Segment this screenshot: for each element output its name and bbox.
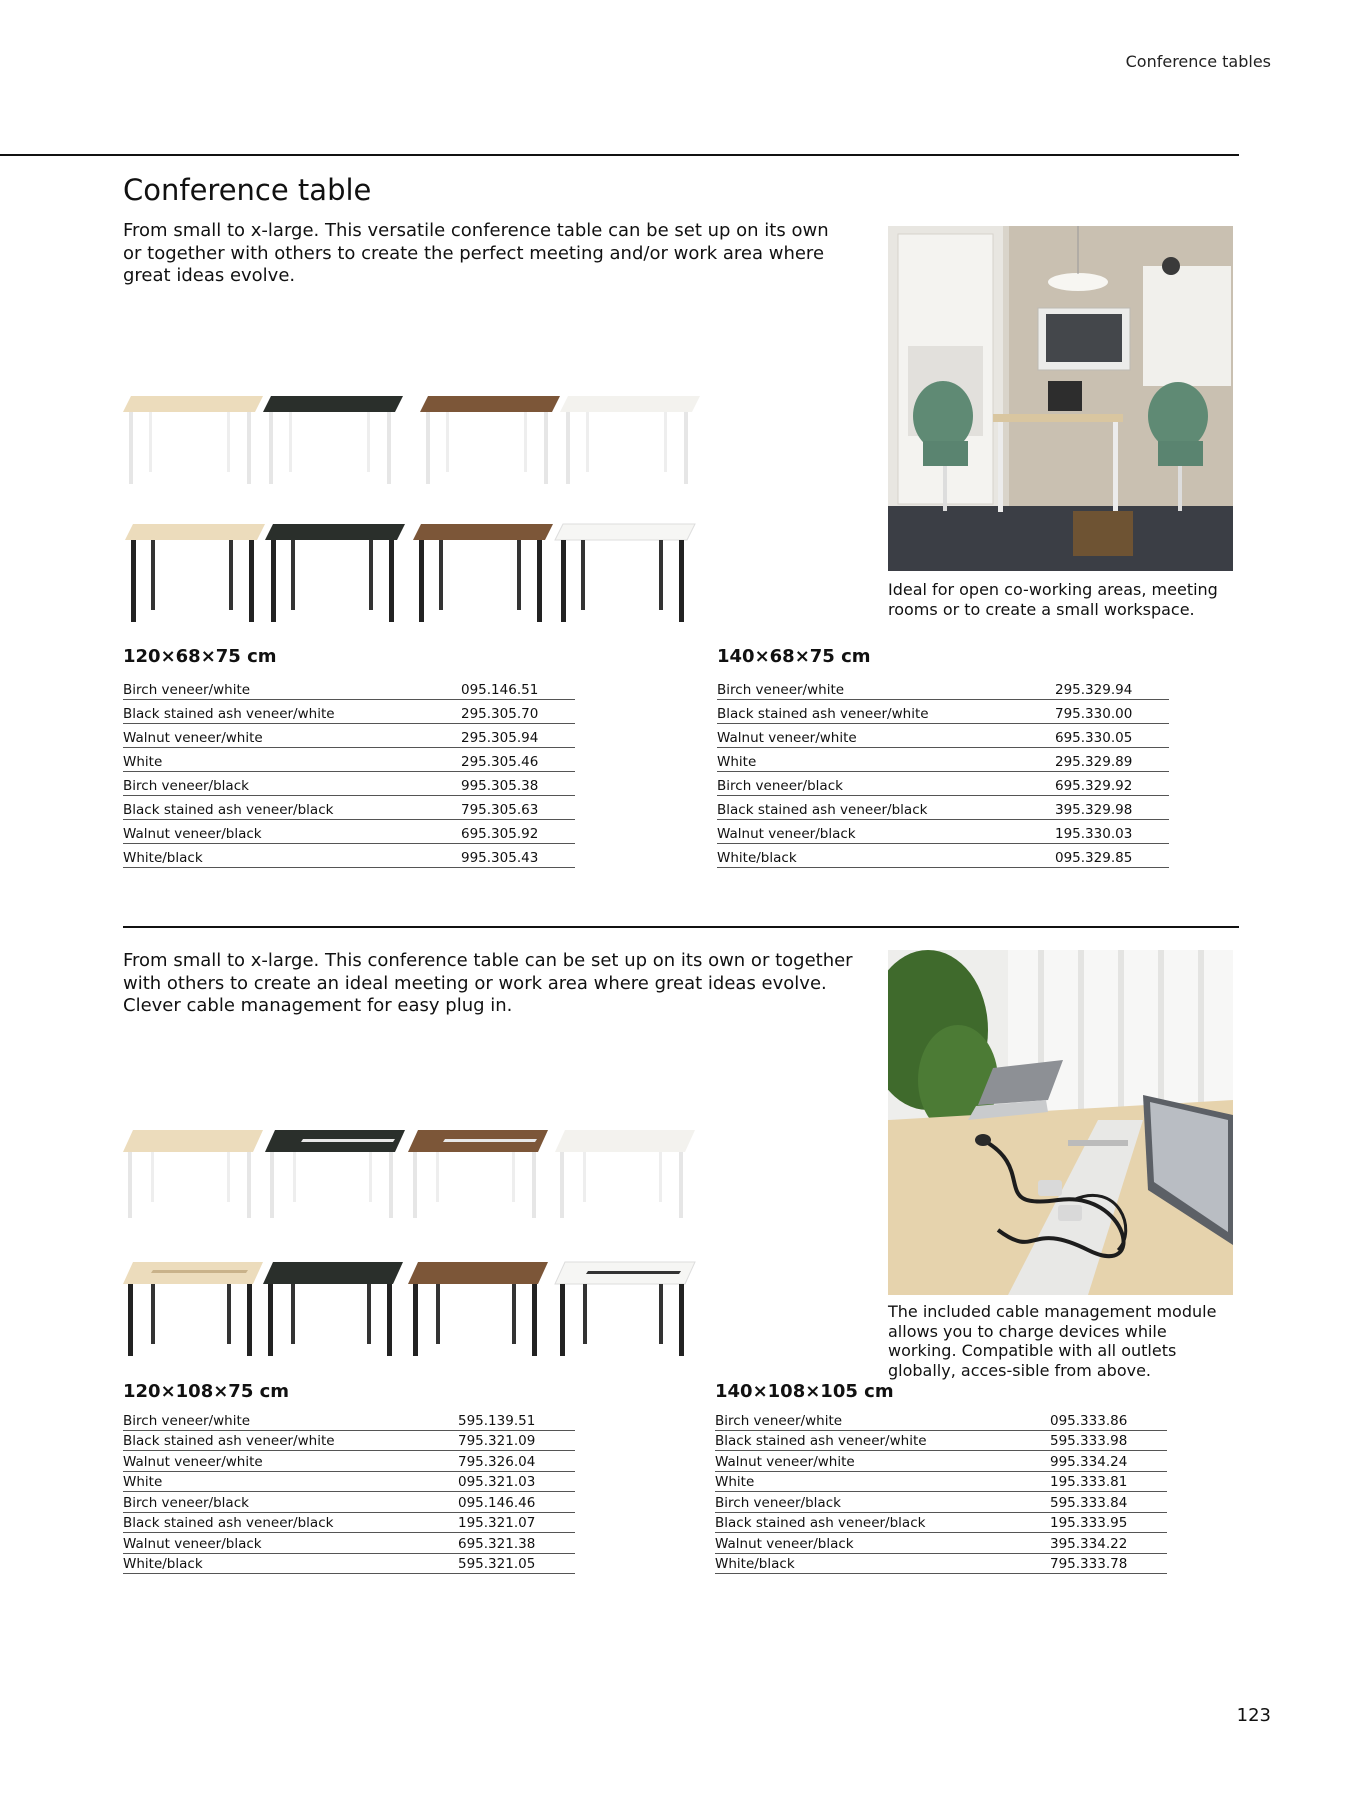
- table-row: [717, 820, 1169, 844]
- variant-name: Birch veneer/black: [123, 1492, 458, 1513]
- table-row: [715, 1471, 1167, 1492]
- section2-table-swatches: [123, 1122, 713, 1362]
- article-number: 095.146.51: [461, 676, 575, 700]
- table-row: [123, 1471, 575, 1492]
- variant-name: Birch veneer/white: [123, 1410, 458, 1430]
- table-row: [717, 772, 1169, 796]
- size-heading-120x68: 120×68×75 cm: [123, 646, 277, 667]
- variant-name: Black stained ash veneer/white: [715, 1430, 1050, 1451]
- article-number: 595.333.98: [1050, 1430, 1167, 1451]
- table-row: [123, 1553, 575, 1574]
- variant-name: Black stained ash veneer/black: [123, 796, 461, 820]
- article-number: 795.326.04: [458, 1451, 575, 1472]
- article-number: 095.146.46: [458, 1492, 575, 1513]
- variant-name: Black stained ash veneer/black: [715, 1512, 1050, 1533]
- table-row: [715, 1410, 1167, 1430]
- variant-name: Birch veneer/white: [123, 676, 461, 700]
- table-row: [123, 1430, 575, 1451]
- article-number: 695.330.05: [1055, 724, 1169, 748]
- section2-intro: From small to x-large. This conference table can be set up on its own or together with others to create an ideal meeting or work area where great ideas evolve. Clever cable management for easy plug in.: [123, 950, 853, 1016]
- variant-name: Birch veneer/black: [715, 1492, 1050, 1513]
- table-row: [123, 820, 575, 844]
- article-number: 195.330.03: [1055, 820, 1169, 844]
- article-number: 795.333.78: [1050, 1553, 1167, 1574]
- variant-name: Walnut veneer/white: [715, 1451, 1050, 1472]
- table-row: [123, 844, 575, 868]
- article-number: 795.330.00: [1055, 700, 1169, 724]
- article-number: 095.329.85: [1055, 844, 1169, 868]
- variant-name: Walnut veneer/white: [717, 724, 1055, 748]
- variant-name: Black stained ash veneer/black: [717, 796, 1055, 820]
- table-row: [123, 772, 575, 796]
- article-number: 395.329.98: [1055, 796, 1169, 820]
- table-row: [715, 1553, 1167, 1574]
- variant-name: Black stained ash veneer/white: [717, 700, 1055, 724]
- article-number: 995.305.43: [461, 844, 575, 868]
- variant-name: Walnut veneer/black: [717, 820, 1055, 844]
- variant-name: Birch veneer/black: [123, 772, 461, 796]
- article-number: 795.305.63: [461, 796, 575, 820]
- table-row: [123, 1492, 575, 1513]
- variant-name: White/black: [123, 1553, 458, 1574]
- variant-name: Birch veneer/white: [715, 1410, 1050, 1430]
- article-number: 195.321.07: [458, 1512, 575, 1533]
- variant-name: Walnut veneer/black: [715, 1533, 1050, 1554]
- swatch-walnut-white-table: [420, 396, 560, 484]
- article-number: 995.305.38: [461, 772, 575, 796]
- spec-table-140x68: [717, 676, 1169, 868]
- table-row: [717, 796, 1169, 820]
- table-row: [715, 1492, 1167, 1513]
- variant-name: Birch veneer/black: [717, 772, 1055, 796]
- variant-name: Black stained ash veneer/white: [123, 1430, 458, 1451]
- article-number: 095.333.86: [1050, 1410, 1167, 1430]
- table-row: [717, 724, 1169, 748]
- table-row: [717, 700, 1169, 724]
- article-number: 395.334.22: [1050, 1533, 1167, 1554]
- table-row: [717, 748, 1169, 772]
- swatch-white-black-table: [555, 524, 695, 622]
- article-number: 595.333.84: [1050, 1492, 1167, 1513]
- table-row: [123, 700, 575, 724]
- section-divider: [123, 926, 1239, 928]
- article-number: 795.321.09: [458, 1430, 575, 1451]
- variant-name: White: [123, 1471, 458, 1492]
- table-row: [715, 1451, 1167, 1472]
- swatch-walnut-black-cable-table: [408, 1262, 548, 1356]
- article-number: 595.139.51: [458, 1410, 575, 1430]
- page-title: Conference table: [123, 173, 372, 207]
- swatch-white-black-cable-table: [555, 1262, 695, 1356]
- table-row: [715, 1533, 1167, 1554]
- swatch-black-black-table: [265, 524, 405, 622]
- variant-name: White: [123, 748, 461, 772]
- section1-intro: From small to x-large. This versatile conference table can be set up on its own or together with others to create the perfect meeting and/or work area where great ideas evolve.: [123, 220, 829, 286]
- table-row: [123, 676, 575, 700]
- variant-name: Birch veneer/white: [717, 676, 1055, 700]
- table-row: [123, 724, 575, 748]
- article-number: 195.333.95: [1050, 1512, 1167, 1533]
- variant-name: Walnut veneer/white: [123, 1451, 458, 1472]
- article-number: 095.321.03: [458, 1471, 575, 1492]
- swatch-walnut-black-table: [413, 524, 553, 622]
- swatch-white-white-cable-table: [555, 1130, 695, 1218]
- table-row: [123, 1512, 575, 1533]
- variant-name: White/black: [717, 844, 1055, 868]
- table-row: [717, 676, 1169, 700]
- meeting-room-photo: [888, 226, 1233, 571]
- variant-name: Walnut veneer/white: [123, 724, 461, 748]
- article-number: 295.329.94: [1055, 676, 1169, 700]
- size-heading-120x108: 120×108×75 cm: [123, 1381, 290, 1402]
- swatch-black-white-table: [263, 396, 403, 484]
- spec-table-120x108: [123, 1410, 575, 1574]
- article-number: 695.305.92: [461, 820, 575, 844]
- page-number: 123: [1236, 1705, 1271, 1726]
- variant-name: Black stained ash veneer/white: [123, 700, 461, 724]
- table-row: [123, 1533, 575, 1554]
- spec-table-140x108: [715, 1410, 1167, 1574]
- table-row: [123, 796, 575, 820]
- swatch-walnut-white-cable-table: [408, 1130, 548, 1218]
- cable-management-photo: [888, 950, 1233, 1295]
- variant-name: Walnut veneer/black: [123, 820, 461, 844]
- swatch-black-white-cable-table: [265, 1130, 405, 1218]
- top-divider: [0, 154, 1239, 156]
- article-number: 995.334.24: [1050, 1451, 1167, 1472]
- table-row: [715, 1430, 1167, 1451]
- article-number: 695.321.38: [458, 1533, 575, 1554]
- size-heading-140x108: 140×108×105 cm: [715, 1381, 894, 1402]
- variant-name: White/black: [715, 1553, 1050, 1574]
- table-row: [717, 844, 1169, 868]
- article-number: 295.329.89: [1055, 748, 1169, 772]
- section-header-label: Conference tables: [1125, 52, 1271, 71]
- table-row: [123, 748, 575, 772]
- swatch-birch-white-table: [123, 396, 263, 484]
- table-row: [715, 1512, 1167, 1533]
- article-number: 295.305.46: [461, 748, 575, 772]
- article-number: 595.321.05: [458, 1553, 575, 1574]
- article-number: 195.333.81: [1050, 1471, 1167, 1492]
- swatch-birch-white-cable-table: [123, 1130, 263, 1218]
- size-heading-140x68: 140×68×75 cm: [717, 646, 871, 667]
- variant-name: Walnut veneer/black: [123, 1533, 458, 1554]
- variant-name: White: [717, 748, 1055, 772]
- article-number: 295.305.70: [461, 700, 575, 724]
- swatch-black-black-cable-table: [263, 1262, 403, 1356]
- section1-table-swatches: [123, 388, 713, 628]
- variant-name: White/black: [123, 844, 461, 868]
- meeting-room-photo-caption: Ideal for open co-working areas, meeting rooms or to create a small workspace.: [888, 580, 1218, 619]
- table-row: [123, 1451, 575, 1472]
- spec-table-120x68: [123, 676, 575, 868]
- article-number: 295.305.94: [461, 724, 575, 748]
- cable-management-photo-caption: The included cable management module allows you to charge devices while working. Compatible with all outlets globally, acces-sible from above.: [888, 1302, 1217, 1380]
- variant-name: White: [715, 1471, 1050, 1492]
- swatch-birch-black-table: [125, 524, 265, 622]
- variant-name: Black stained ash veneer/black: [123, 1512, 458, 1533]
- table-row: [123, 1410, 575, 1430]
- article-number: 695.329.92: [1055, 772, 1169, 796]
- swatch-birch-black-cable-table: [123, 1262, 263, 1356]
- swatch-white-white-table: [560, 396, 700, 484]
